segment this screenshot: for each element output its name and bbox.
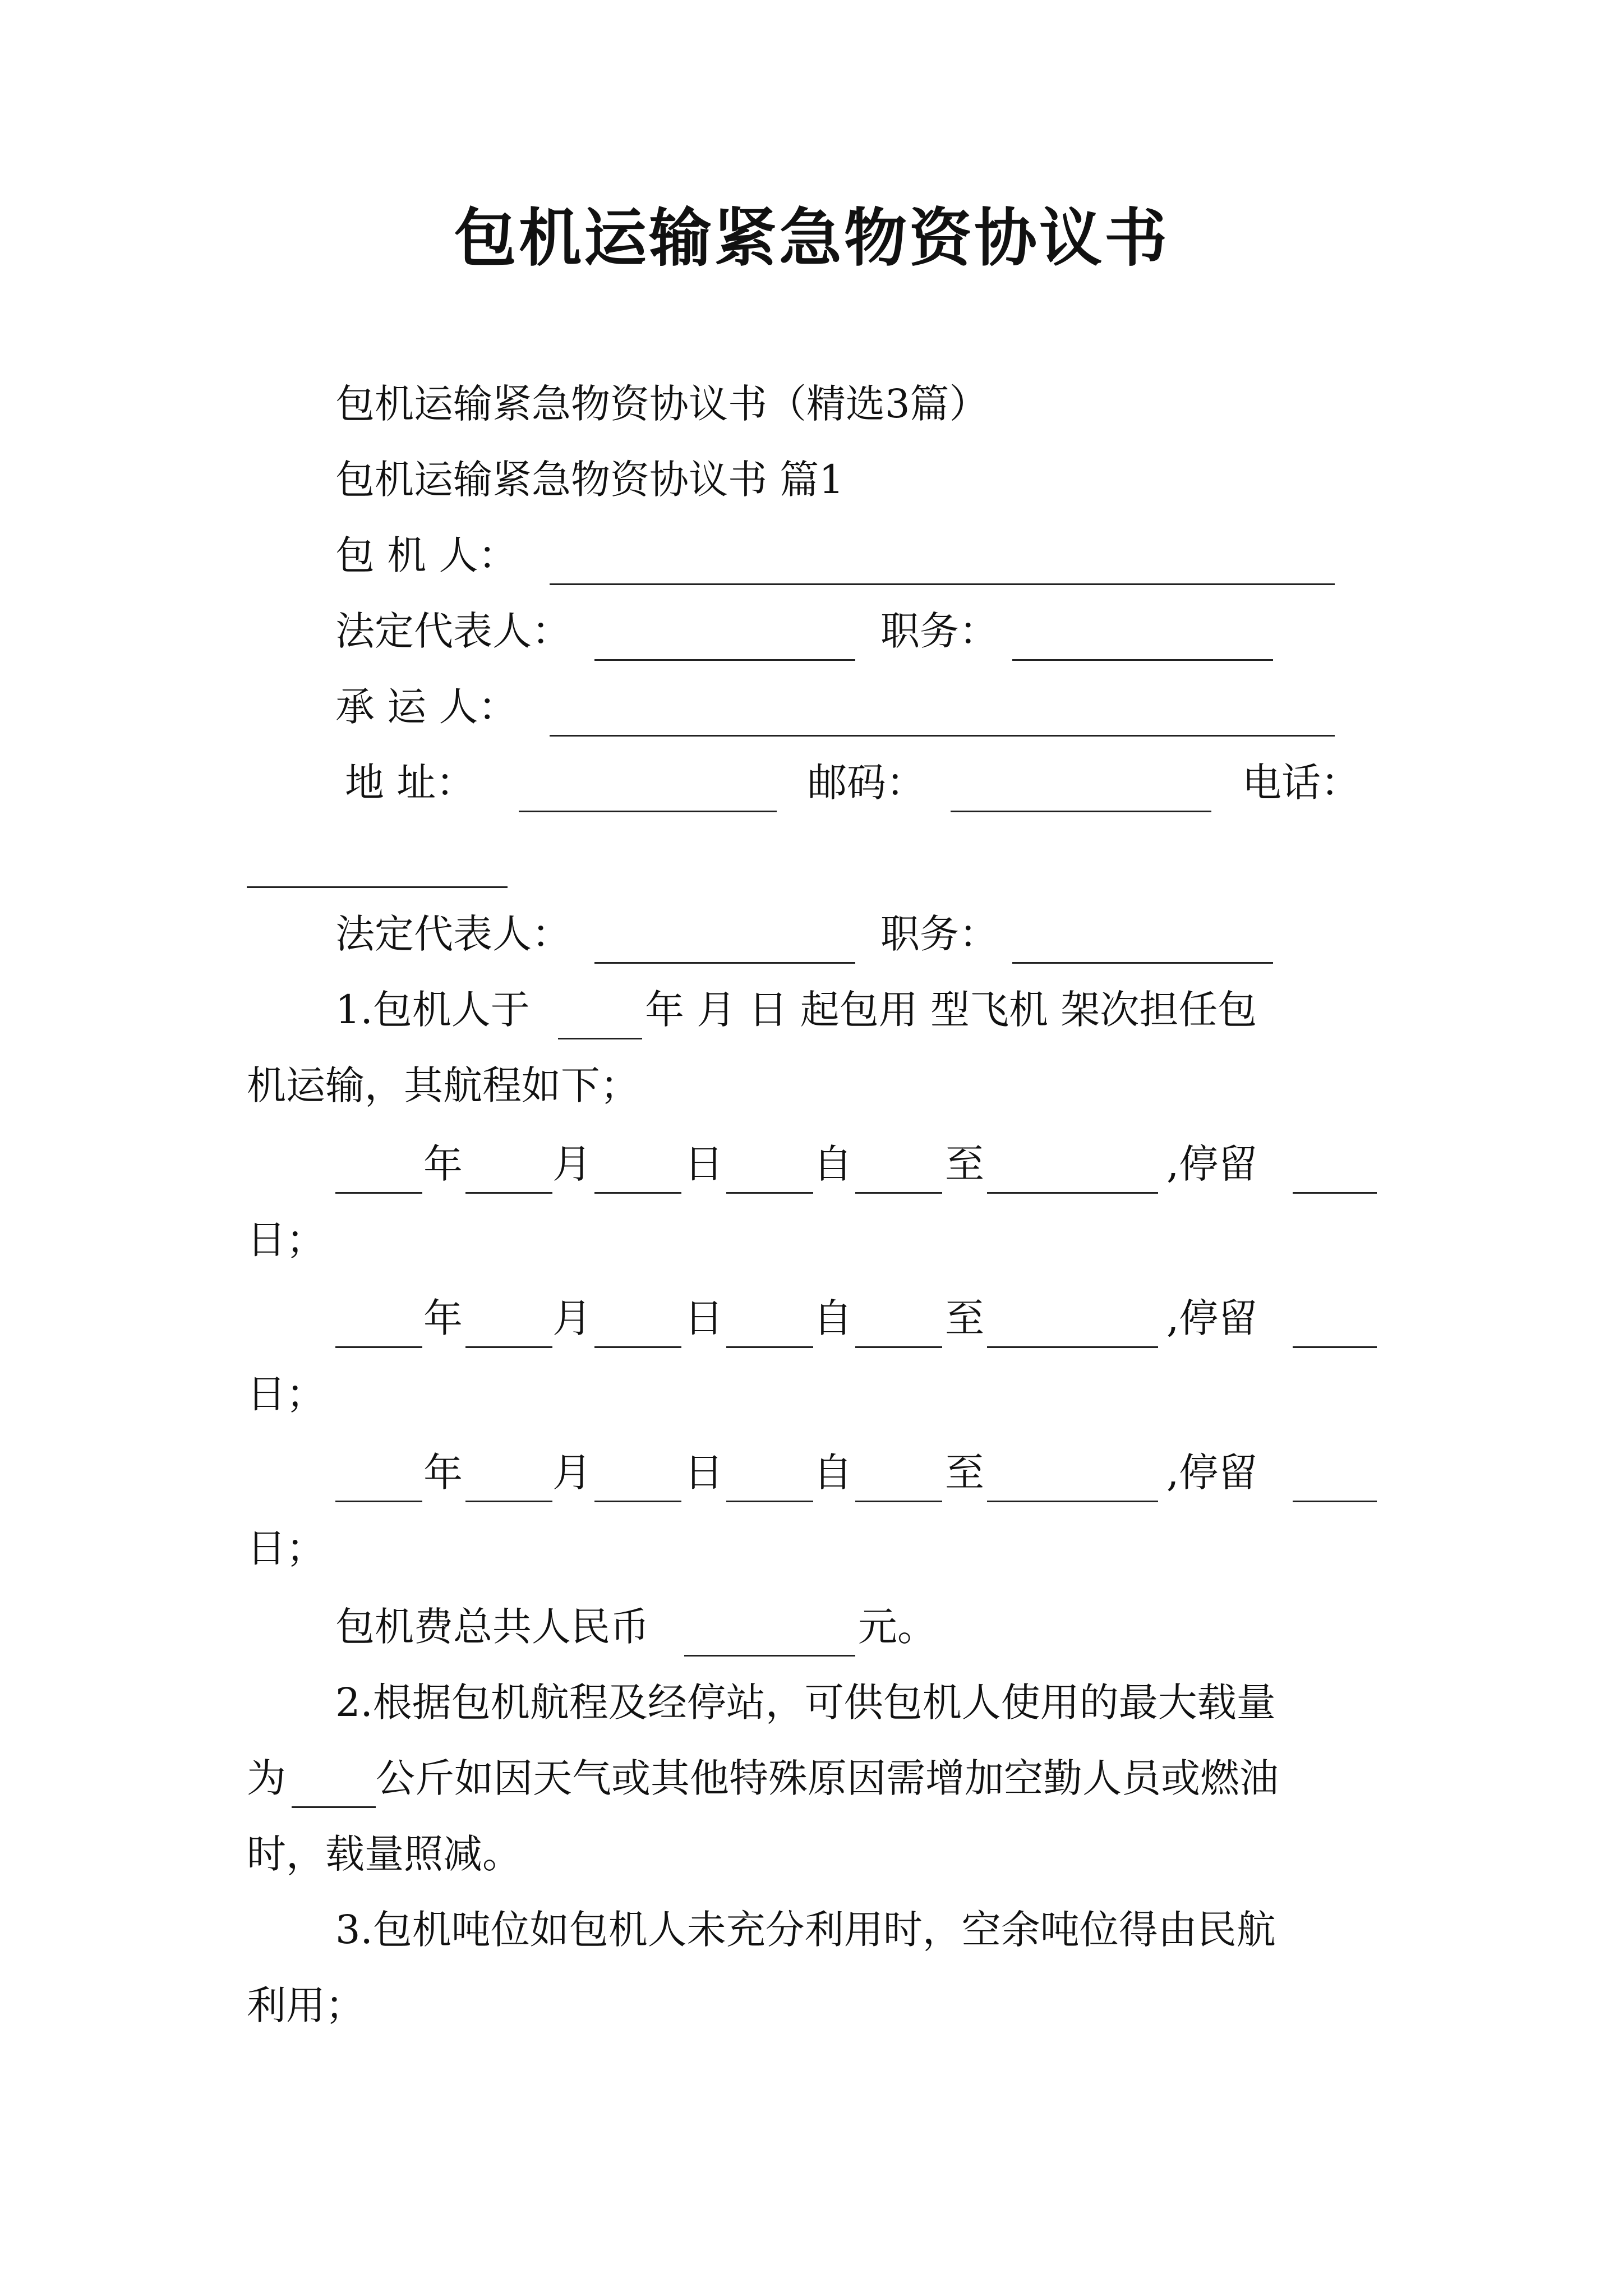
charterer-label: 包 机 人： xyxy=(335,532,518,578)
clause1-line2: 机运输，其航程如下； xyxy=(247,1062,639,1108)
itin3-month-blank[interactable] xyxy=(465,1501,552,1502)
section-heading: 包机运输紧急物资协议书 篇1 xyxy=(335,457,844,503)
itin3-stay: ,停留 xyxy=(1166,1450,1258,1496)
itin2-from-blank[interactable] xyxy=(726,1346,813,1348)
fee-amount-blank[interactable] xyxy=(684,1655,855,1657)
clause2-load-blank[interactable] xyxy=(292,1806,376,1808)
itin1-end: 日； xyxy=(247,1217,325,1263)
itin1-year-blank[interactable] xyxy=(335,1192,422,1194)
document-title: 包机运输紧急物资协议书 xyxy=(454,201,1169,275)
itin2-month-blank[interactable] xyxy=(465,1346,552,1348)
itin3-year: 年 xyxy=(423,1450,463,1496)
itin1-to: 至 xyxy=(945,1141,984,1187)
itin2-from: 自 xyxy=(813,1295,852,1341)
itin1-from: 自 xyxy=(813,1141,852,1187)
fee-suffix: 元。 xyxy=(858,1604,937,1650)
position-label-2: 职务： xyxy=(880,911,998,957)
legal-rep-label-1: 法定代表人： xyxy=(335,608,571,654)
carrier-row xyxy=(335,679,518,735)
clause2-line2-a: 为 xyxy=(247,1755,286,1801)
itin3-day-blank[interactable] xyxy=(594,1501,681,1502)
legal-rep-blank-2[interactable] xyxy=(594,962,855,964)
legal-rep-blank-1[interactable] xyxy=(594,659,855,661)
fee-prefix: 包机费总共人民币 xyxy=(335,1604,649,1650)
itin1-from-blank[interactable] xyxy=(726,1192,813,1194)
phone-blank[interactable] xyxy=(247,886,508,888)
phone-label: 电话： xyxy=(1242,760,1360,806)
subtitle: 包机运输紧急物资协议书（精选3篇） xyxy=(335,381,989,427)
clause1-part-a: 1.包机人于 xyxy=(335,987,530,1033)
itin1-day-blank[interactable] xyxy=(594,1192,681,1194)
itin1-stay: ,停留 xyxy=(1166,1141,1258,1187)
itin3-day: 日 xyxy=(684,1450,723,1496)
itin2-stay: ,停留 xyxy=(1166,1295,1258,1341)
clause3-line1: 3.包机吨位如包机人未充分利用时，空余吨位得由民航 xyxy=(335,1907,1276,1953)
itin3-from: 自 xyxy=(813,1450,852,1496)
itin2-month: 月 xyxy=(552,1295,592,1341)
address-blank[interactable] xyxy=(519,811,777,812)
itin3-from-blank[interactable] xyxy=(726,1501,813,1502)
itin2-end: 日； xyxy=(247,1371,325,1417)
address-label: 地 址： xyxy=(345,760,476,806)
legal-rep-row-1 xyxy=(335,603,571,659)
clause2-line2-b: 公斤如因天气或其他特殊原因需增加空勤人员或燃油 xyxy=(376,1755,1279,1801)
position-blank-2[interactable] xyxy=(1012,962,1273,964)
itin2-dest-blank[interactable] xyxy=(987,1346,1158,1348)
itin2-to: 至 xyxy=(945,1295,984,1341)
itin3-to-blank[interactable] xyxy=(855,1501,942,1502)
charterer-row xyxy=(335,527,518,583)
clause1-part-b: 年 月 日 起包用 型飞机 架次担任包 xyxy=(645,987,1257,1033)
itin3-to: 至 xyxy=(945,1450,984,1496)
itin1-day: 日 xyxy=(684,1141,723,1187)
itin3-month: 月 xyxy=(552,1450,592,1496)
itin1-stay-blank[interactable] xyxy=(1293,1192,1377,1194)
clause1-year-blank[interactable] xyxy=(558,1038,642,1039)
carrier-blank[interactable] xyxy=(550,735,1335,737)
postcode-blank[interactable] xyxy=(951,811,1211,812)
legal-rep-label-2: 法定代表人： xyxy=(335,911,571,957)
position-blank-1[interactable] xyxy=(1012,659,1273,661)
itin2-day-blank[interactable] xyxy=(594,1346,681,1348)
itin1-dest-blank[interactable] xyxy=(987,1192,1158,1194)
itin3-end: 日； xyxy=(247,1525,325,1571)
itin1-month: 月 xyxy=(552,1141,592,1187)
itin1-month-blank[interactable] xyxy=(465,1192,552,1194)
itin2-year: 年 xyxy=(423,1295,463,1341)
carrier-label: 承 运 人： xyxy=(335,684,518,730)
itin1-year: 年 xyxy=(423,1141,463,1187)
itin3-year-blank[interactable] xyxy=(335,1501,422,1502)
position-label-1: 职务： xyxy=(880,608,998,654)
clause3-line2: 利用； xyxy=(247,1982,365,2028)
clause2-line1: 2.根据包机航程及经停站，可供包机人使用的最大载量 xyxy=(335,1680,1276,1726)
itin1-to-blank[interactable] xyxy=(855,1192,942,1194)
itin2-to-blank[interactable] xyxy=(855,1346,942,1348)
clause2-line3: 时，载量照减。 xyxy=(247,1831,522,1877)
charterer-blank[interactable] xyxy=(550,583,1335,585)
itin3-stay-blank[interactable] xyxy=(1293,1501,1377,1502)
itin2-stay-blank[interactable] xyxy=(1293,1346,1377,1348)
postcode-label: 邮码： xyxy=(808,760,925,806)
itin2-day: 日 xyxy=(684,1295,723,1341)
itin2-year-blank[interactable] xyxy=(335,1346,422,1348)
itin3-dest-blank[interactable] xyxy=(987,1501,1158,1502)
